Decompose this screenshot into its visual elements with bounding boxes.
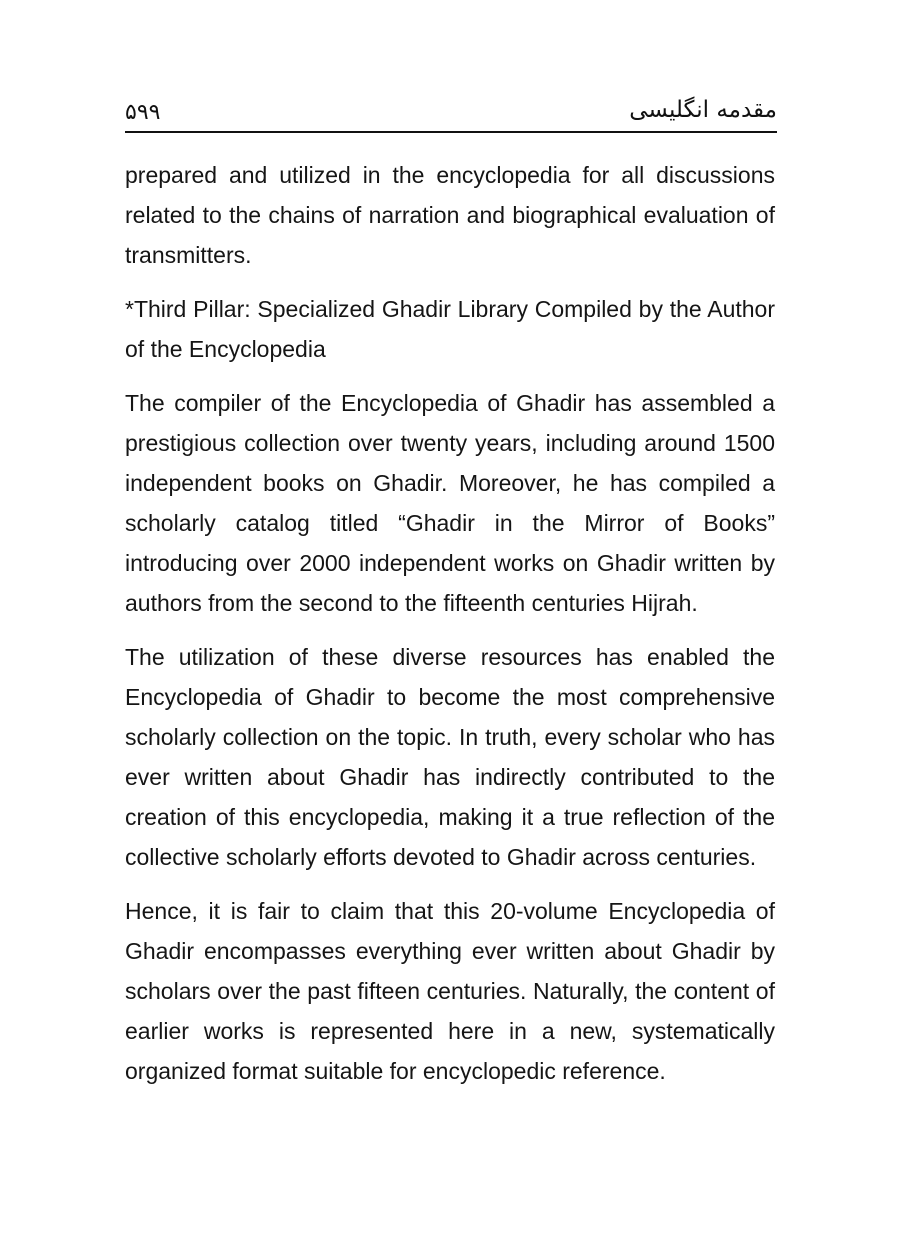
header-rule bbox=[125, 131, 777, 133]
page-header bbox=[125, 92, 777, 132]
paragraph-ghadir-library: The compiler of the Encyclopedia of Ghadir has assembled a prestigious collection over twenty years, including around 1500 independent books on Ghadir. Moreover, he has compiled a scholarly catalog titled “Ghadir in the Mirror of Books” introducing over 2000 independent works on Ghadir written by authors from the second to the fifteenth centuries Hijrah. bbox=[125, 390, 775, 616]
page-body bbox=[125, 155, 775, 1105]
paragraph-third-pillar-heading: *Third Pillar: Specialized Ghadir Library Compiled by the Author of the Encyclopedia bbox=[125, 296, 775, 362]
paragraph-resources-utilization: The utilization of these diverse resources has enabled the Encyclopedia of Ghadir to become the most comprehensive scholarly collection on the topic. In truth, every scholar who has ever written about Ghadir has indirectly contributed to the creation of this encyclopedia, making it a true reflection of the collective scholarly efforts devoted to Ghadir across centuries. bbox=[125, 644, 775, 870]
paragraph-transmitters: prepared and utilized in the encyclopedia for all discussions related to the chains of narration and biographical evaluation of transmitters. bbox=[125, 162, 775, 268]
running-head: مقدمه انگلیسی bbox=[629, 97, 777, 123]
page-number: ۵۹۹ bbox=[125, 100, 161, 125]
paragraph-twenty-volume-claim: Hence, it is fair to claim that this 20-volume Encyclopedia of Ghadir encompasses everything ever written about Ghadir by scholars over the past fifteen centuries. Naturally, the content of earlier works is represented here in a new, systematically organized format suitable for encyclopedic reference. bbox=[125, 898, 775, 1084]
